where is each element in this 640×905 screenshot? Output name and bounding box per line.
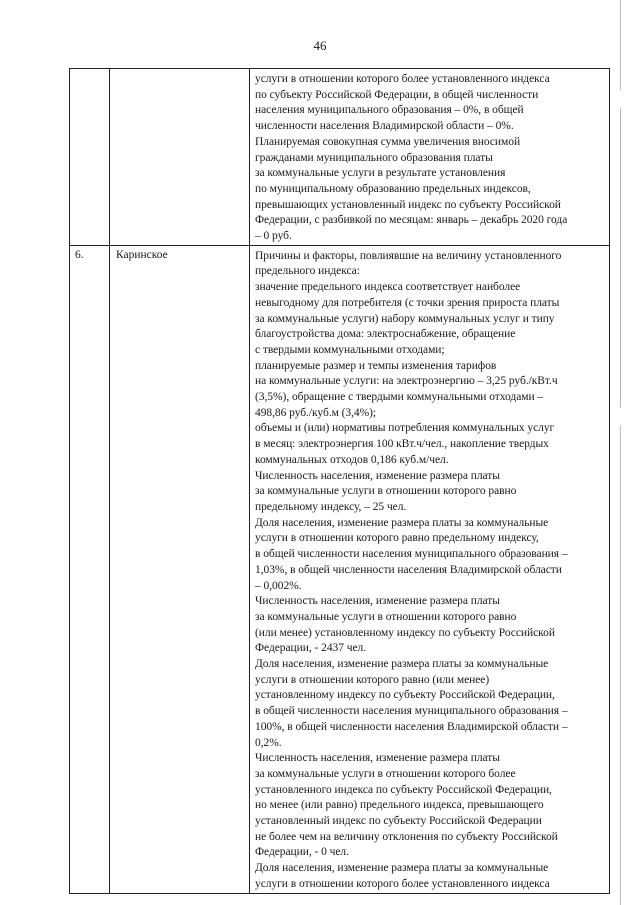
text-line: превышающих установленный индекс по субъекту Российской xyxy=(255,198,561,211)
text-line: установленного индекса по субъекту Российской Федерации, xyxy=(255,783,552,796)
description-text xyxy=(250,69,609,245)
text-line: предельному индексу, – 25 чел. xyxy=(255,500,407,513)
text-line: в месяц: электроэнергия 100 кВт.ч/чел., накопление твердых xyxy=(255,438,549,451)
text-line: объемы и (или) нормативы потребления коммунальных услуг xyxy=(255,422,555,435)
text-line: Федерации, - 0 чел. xyxy=(255,846,349,859)
text-line: предельного индекса: xyxy=(255,265,360,278)
text-line: услуги в отношении которого равно предельному индексу, xyxy=(255,532,539,545)
text-line: за коммунальные услуги в результате установления xyxy=(255,167,506,180)
municipality-name xyxy=(110,69,249,71)
text-line: за коммунальные услуги в отношении которого равно xyxy=(255,485,517,498)
municipality-name: Каринское xyxy=(116,248,168,261)
text-line: 0,2%. xyxy=(255,736,282,749)
text-line: на коммунальные услуги: на электроэнергию – 3,25 руб./кВт.ч xyxy=(255,375,558,388)
text-line: услуги в отношении которого более установленного индекса xyxy=(255,877,550,890)
text-line: по муниципальному образованию предельных индексов, xyxy=(255,182,531,195)
text-line: Доля населения, изменение размера платы за коммунальные xyxy=(255,862,549,875)
text-line: 100%, в общей численности населения Владимирской области – xyxy=(255,720,568,733)
text-line: не более чем на величину отклонения по субъекту Российской xyxy=(255,830,558,843)
table-row xyxy=(70,69,610,246)
description-text xyxy=(250,246,609,893)
text-line: гражданами муниципального образования платы xyxy=(255,151,493,164)
row-number-cell xyxy=(70,245,110,893)
scan-edge xyxy=(620,0,621,905)
text-line: 498,86 руб./куб.м (3,4%); xyxy=(255,406,377,419)
text-line: Численность населения, изменение размера платы xyxy=(255,469,500,482)
row-number xyxy=(70,69,109,71)
description-cell xyxy=(250,245,610,893)
text-line: планируемые размер и темпы изменения тарифов xyxy=(255,359,497,372)
text-line: (или менее) установленному индексу по субъекту Российской xyxy=(255,626,555,639)
text-line: значение предельного индекса соответствует наиболее xyxy=(255,281,521,294)
text-line: населения муниципального образования – 0%, в общей xyxy=(255,104,524,117)
table-row xyxy=(70,245,610,893)
text-line: невыгодному для потребителя (с точки зрения прироста платы xyxy=(255,296,560,309)
text-line: 1,03%, в общей численности населения Владимирской области xyxy=(255,563,562,576)
text-line: Федерации, с разбивкой по месяцам: январь – декабрь 2020 года xyxy=(255,214,568,227)
municipality-cell xyxy=(110,69,250,246)
text-line: Доля населения, изменение размера платы за коммунальные xyxy=(255,658,549,671)
text-line: – 0,002%. xyxy=(255,579,302,592)
text-line: Федерации, - 2437 чел. xyxy=(255,642,367,655)
row-number-cell xyxy=(70,69,110,246)
text-line: за коммунальные услуги в отношении которого равно xyxy=(255,610,517,623)
text-line: Причины и факторы, повлиявшие на величину установленного xyxy=(255,249,562,262)
text-line: по субъекту Российской Федерации, в общей численности xyxy=(255,88,539,101)
text-line: в общей численности населения муниципального образования – xyxy=(255,705,568,718)
text-line: Планируемая совокупная сумма увеличения вносимой xyxy=(255,135,521,148)
text-line: установленный индекс по субъекту Российской Федерации xyxy=(255,815,542,828)
text-line: за коммунальные услуги) набору коммунальных услуг и типу xyxy=(255,312,555,325)
text-line: (3,5%), обращение с твердыми коммунальными отходами – xyxy=(255,391,544,404)
text-line: услуги в отношении которого равно (или менее) xyxy=(255,673,490,686)
text-line: – 0 руб. xyxy=(255,230,292,243)
text-line: но менее (или равно) предельного индекса, превышающего xyxy=(255,799,544,812)
row-number: 6. xyxy=(75,248,84,261)
text-line: с твердыми коммунальными отходами; xyxy=(255,343,445,356)
text-line: коммунальных отходов 0,186 куб.м/чел. xyxy=(255,453,449,466)
text-line: благоустройства дома: электроснабжение, обращение xyxy=(255,328,516,341)
text-line: услуги в отношении которого более установленного индекса xyxy=(255,73,550,85)
text-line: в общей численности населения муниципального образования – xyxy=(255,548,568,561)
text-line: Численность населения, изменение размера платы xyxy=(255,595,500,608)
text-line: Численность населения, изменение размера платы xyxy=(255,752,500,765)
text-line: численности населения Владимирской области – 0%. xyxy=(255,120,514,133)
indices-table xyxy=(69,68,610,894)
description-cell xyxy=(250,69,610,246)
text-line: установленному индексу по субъекту Российской Федерации, xyxy=(255,689,555,702)
text-line: за коммунальные услуги в отношении которого более xyxy=(255,767,516,780)
page-number: 46 xyxy=(313,38,327,53)
text-line: Доля населения, изменение размера платы за коммунальные xyxy=(255,516,549,529)
municipality-cell xyxy=(110,245,250,893)
